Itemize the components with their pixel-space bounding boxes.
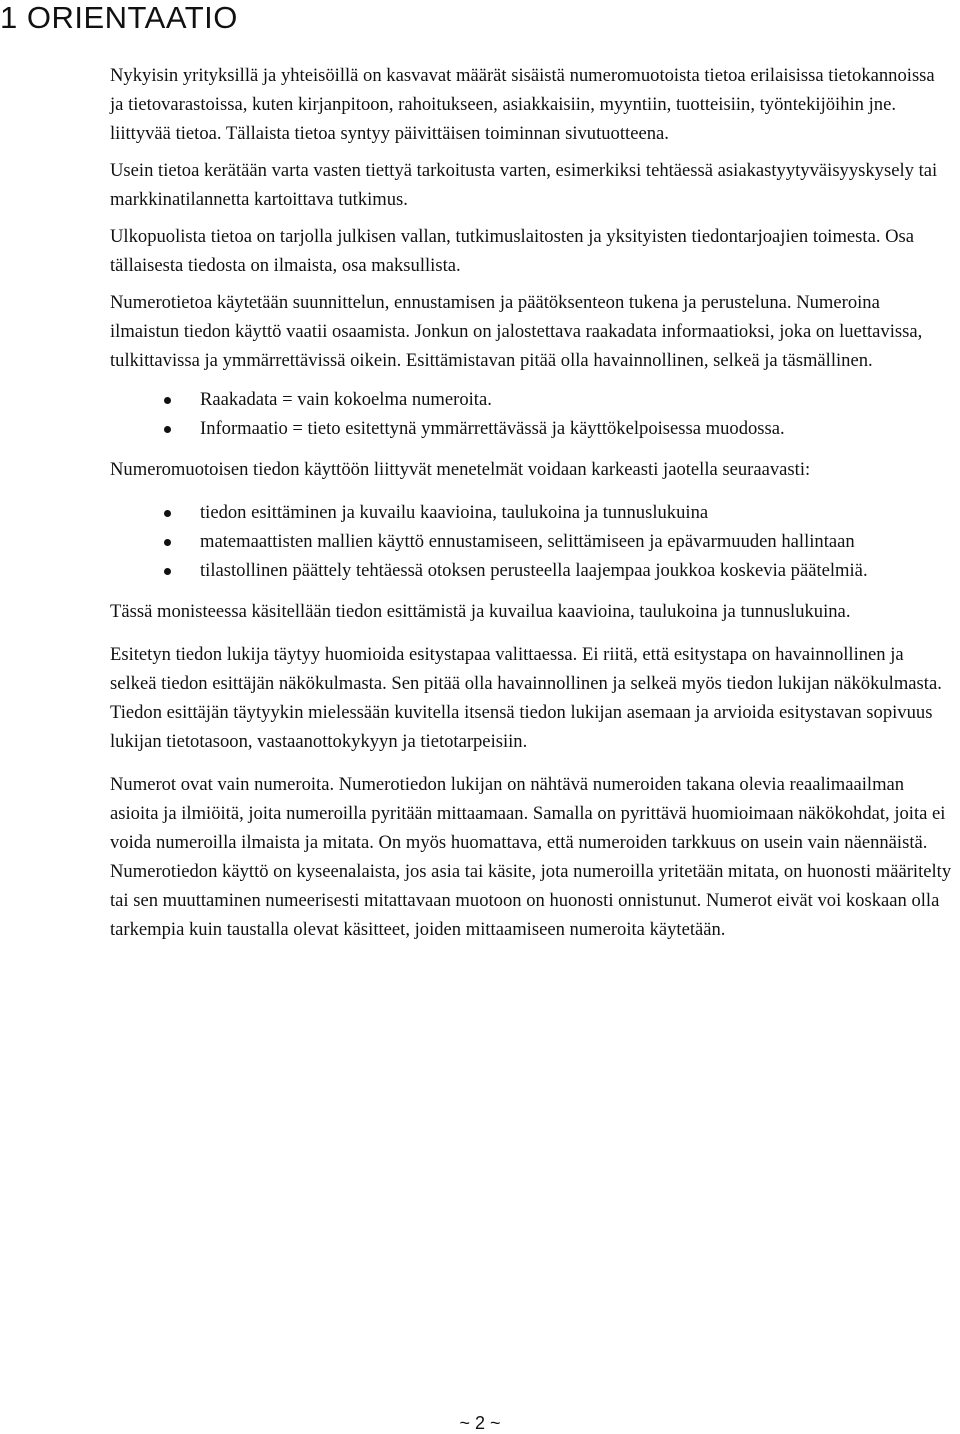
chapter-heading: 1 ORIENTAATIO [0, 0, 238, 35]
list-item [110, 498, 952, 527]
list-item [110, 414, 952, 443]
paragraph-purpose: Usein tietoa kerätään varta vasten tiettyä tarkoitusta varten, esimerkiksi tehtäessä asiakastyytyväisyyskysely tai markkinatilannetta kartoittava tutkimus. [110, 160, 938, 210]
list-item [110, 527, 952, 556]
list-item [110, 556, 952, 585]
document-body [110, 61, 952, 952]
paragraph-methods: Numeromuotoisen tiedon käyttöön liittyvät menetelmät voidaan karkeasti jaotella seuraavasti: [110, 459, 811, 480]
list-item-text: Informaatio = tieto esitettynä ymmärrettävässä ja käyttökelpoisessa muodossa. [200, 418, 785, 439]
list-item-text: matemaattisten mallien käyttö ennustamiseen, selittämiseen ja epävarmuuden hallintaan [200, 531, 855, 552]
definition-list [110, 385, 952, 443]
page-number: ~ 2 ~ [459, 1413, 501, 1433]
list-item-text: tilastollinen päättely tehtäessä otoksen perusteella laajempaa joukkoa koskevia päätelmiä. [200, 560, 868, 581]
bullet-icon [164, 510, 171, 517]
list-item [110, 385, 952, 414]
bullet-icon [164, 397, 171, 404]
paragraph-scope: Tässä monisteessa käsitellään tiedon esittämistä ja kuvailua kaavioina, taulukoina ja tunnuslukuina. [110, 601, 851, 622]
bullet-icon [164, 426, 171, 433]
methods-list [110, 498, 952, 585]
list-item-text: tiedon esittäminen ja kuvailu kaavioina, taulukoina ja tunnuslukuina [200, 502, 709, 523]
list-item-text: Raakadata = vain kokoelma numeroita. [200, 389, 492, 410]
paragraph-reader: Esitetyn tiedon lukija täytyy huomioida esitystapaa valittaessa. Ei riitä, että esitystapa on havainnollinen ja selkeä tiedon esittäjän näkökulmasta. Sen pitää olla havainnollinen ja selkeä myös tiedon lukijan näkökulmasta. Tiedon esittäjän täytyykin mielessään kuvitella itsensä tiedon lukijan asemaan ja arvioida esitystavan sopivuus lukijan tietotasoon, vastaanottokykyyn ja tietotarpeisiin. [110, 644, 942, 752]
bullet-icon [164, 539, 171, 546]
paragraph-usage: Numerotietoa käytetään suunnittelun, ennustamisen ja päätöksenteon tukena ja perusteluna. Numeroina ilmaistun tiedon käyttö vaatii osaamista. Jonkun on jalostettava raakadata informaatioksi, joka on luettavissa, tulkittavissa ja ymmärrettävissä oikein. Esittämistavan pitää olla havainnollinen, selkeä ja täsmällinen. [110, 292, 923, 371]
paragraph-numbers: Numerot ovat vain numeroita. Numerotiedon lukijan on nähtävä numeroiden takana olevia reaalimaailman asioita ja ilmiöitä, joita numeroilla pyritään mittaamaan. Samalla on pyrittävä huomioimaan näkökohdat, joita ei voida numeroilla ilmaista ja mitata. On myös huomattava, että numeroiden tarkkuus on usein vain näennäistä. Numerotiedon käyttö on kyseenalaista, jos asia tai käsite, jota numeroilla yritetään mitata, on huonosti määritelty tai sen muuttaminen numeerisesti mitattavaan muotoon on huonosti onnistunut. Numerot eivät voi koskaan olla tarkempia kuin taustalla olevat käsitteet, joiden mittaamiseen numeroita käytetään. [110, 774, 952, 940]
paragraph-external-data: Ulkopuolista tietoa on tarjolla julkisen vallan, tutkimuslaitosten ja yksityisten tiedontarjoajien toimesta. Osa tällaisesta tiedosta on ilmaista, osa maksullista. [110, 226, 915, 276]
paragraph-intro: Nykyisin yrityksillä ja yhteisöillä on kasvavat määrät sisäistä numeromuotoista tietoa erilaisissa tietokannoissa ja tietovarastoissa, kuten kirjanpitoon, rahoitukseen, asiakkaisiin, myyntiin, tuotteisiin, työntekijöihin jne. liittyvää tietoa. Tällaista tietoa syntyy päivittäisen toiminnan sivutuotteena. [110, 65, 935, 144]
bullet-icon [164, 568, 171, 575]
